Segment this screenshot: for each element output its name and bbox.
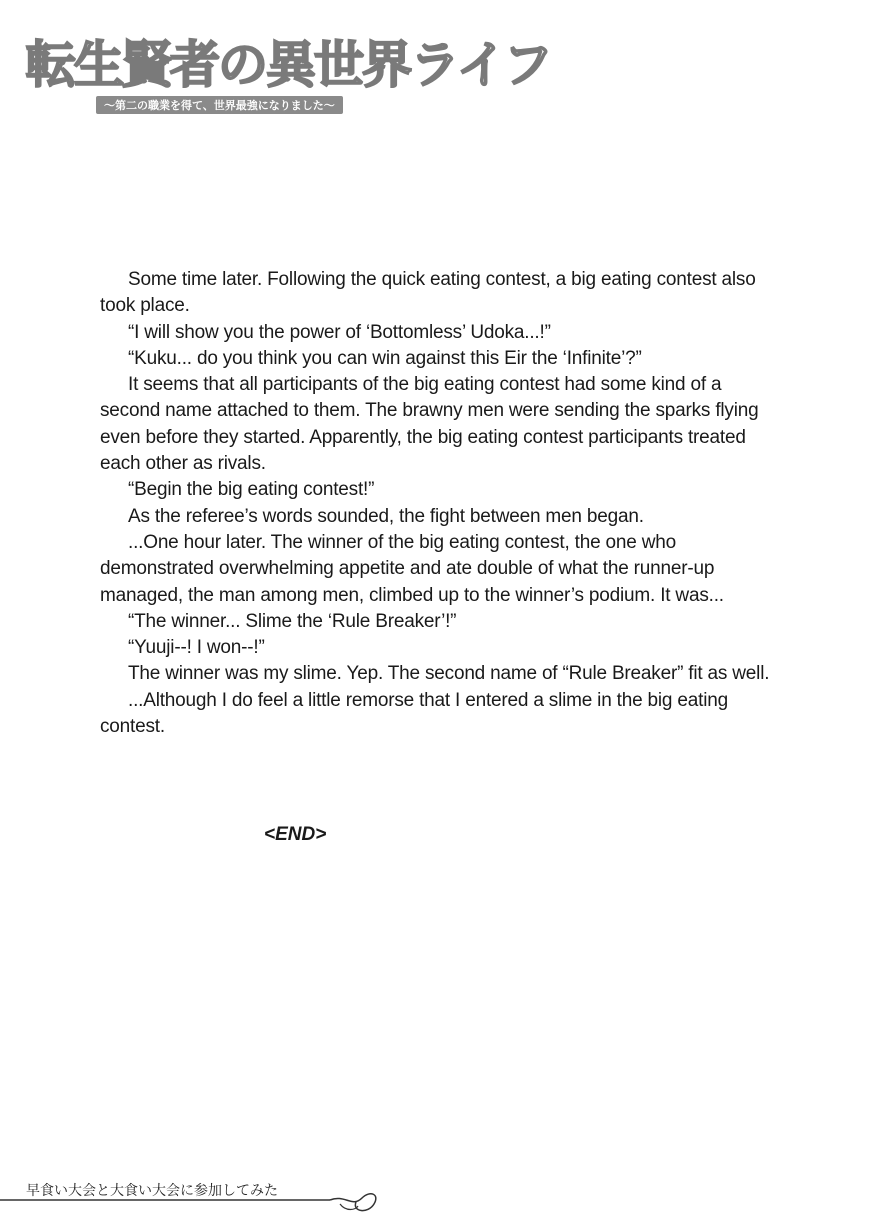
paragraph: As the referee’s words sounded, the fight between men began. [128,505,644,527]
series-logo [26,35,551,120]
logo-subtitle: 〜第二の職業を得て、世界最強になりました〜 [96,96,343,114]
paragraph: It seems that all participants of the big eating contest had some kind of a second name attached to them. The brawny men were sending the sparks flying even before they started. Apparently, the big eating contest participants treated each other as rivals. [100,374,759,475]
paragraph: ...Although I do feel a little remorse that I entered a slime in the big eating contest. [100,689,728,738]
paragraph: Some time later. Following the quick eating contest, a big eating contest also took place. [100,269,756,317]
paragraph: “Begin the big eating contest!” [128,479,375,501]
story-text [100,267,780,740]
end-marker: <END> [264,824,327,845]
page-footer [0,1168,870,1227]
paragraph: The winner was my slime. Yep. The second name of “Rule Breaker” fit as well. [128,663,770,685]
logo-title: 転生賢者の異世界ライフ [26,35,551,94]
paragraph: ...One hour later. The winner of the big eating contest, the one who demonstrated overwhelming appetite and ate double of what the runner-up managed, the man among men, climbed up to the winner’s podium. It was... [100,531,724,606]
chapter-title: 早食い大会と大食い大会に参加してみた [26,1183,278,1199]
paragraph: “Kuku... do you think you can win against this Eir the ‘Infinite’?” [128,347,642,369]
paragraph: “I will show you the power of ‘Bottomless’ Udoka...!” [128,321,551,343]
paragraph: “Yuuji--! I won--!” [128,637,265,659]
paragraph: “The winner... Slime the ‘Rule Breaker’!” [128,610,457,632]
